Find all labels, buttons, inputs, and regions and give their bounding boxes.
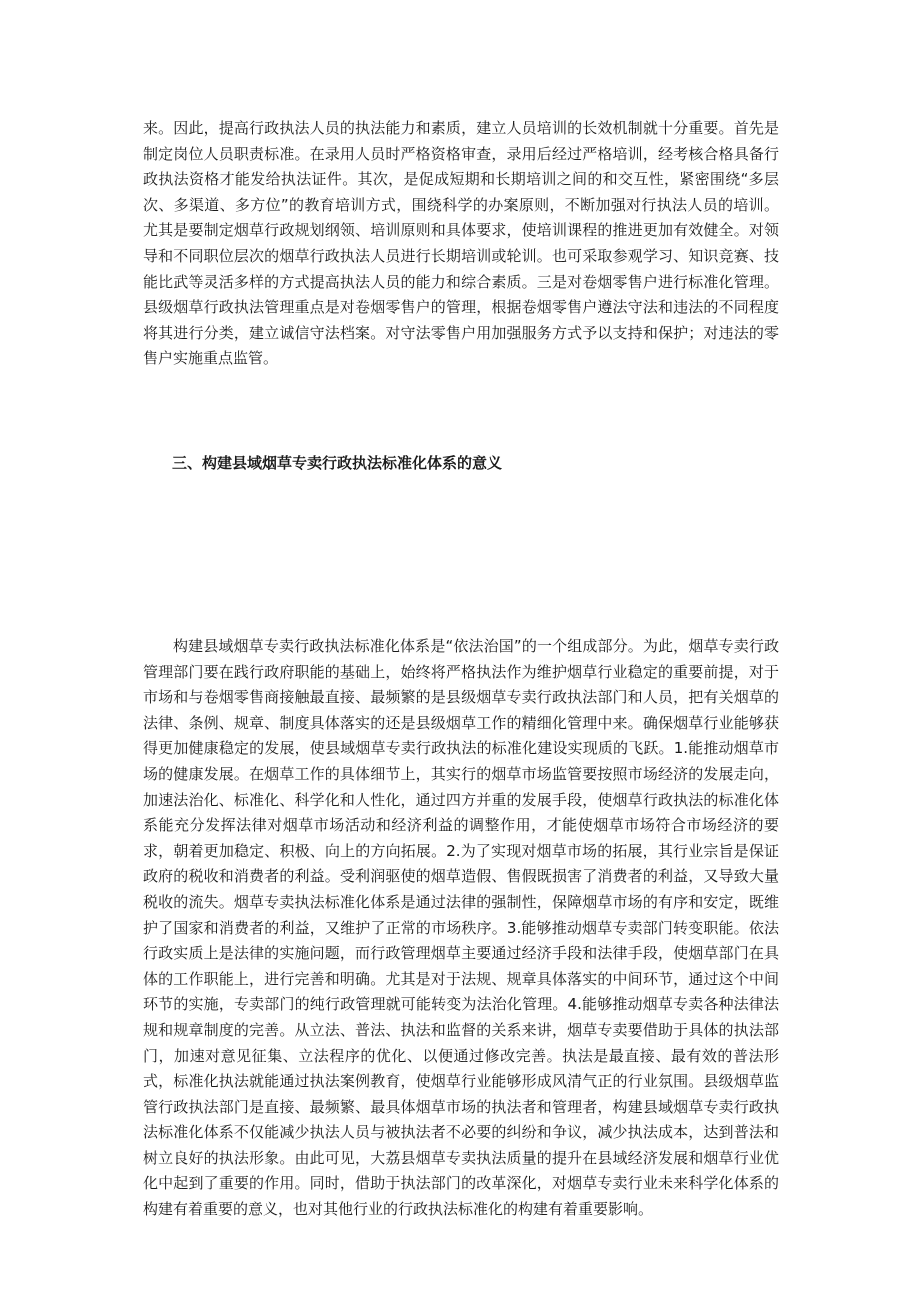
section-heading: 三、构建县域烟草专卖行政执法标准化体系的意义: [172, 454, 503, 472]
body-paragraph: 构建县域烟草专卖行政执法标准化体系是“依法治国”的一个组成部分。为此，烟草专卖行政管理部门要在践行政府职能的基础上，始终将严格执法作为维护烟草行业稳定的重要前提，对于市场和与卷烟零售商接触最直接、最频繁的是县级烟草专卖行政执法部门和人员，把有关烟草的法律、条例、规章、制度具体落实的还是县级烟草工作的精细化管理中来。确保烟草行业能够获得更加健康稳定的发展，使县域烟草专卖行政执法的标准化建设实现质的飞跃。1.能推动烟草市场的健康发展。在烟草工作的具体细节上，其实行的烟草市场监管要按照市场经济的发展走向，加速法治化、标准化、科学化和人性化，通过四方并重的发展手段，使烟草行政执法的标准化体系能充分发挥法律对烟草市场活动和经济利益的调整作用，才能使烟草市场符合市场经济的要求，朝着更加稳定、积极、向上的方向拓展。2.为了实现对烟草市场的拓展，其行业宗旨是保证政府的税收和消费者的利益。受利润驱使的烟草造假、售假既损害了消费者的利益，又导致大量税收的流失。烟草专卖执法标准化体系是通过法律的强制性，保障烟草市场的有序和安定，既维护了国家和消费者的利益，又维护了正常的市场秩序。3.能够推动烟草专卖部门转变职能。依法行政实质上是法律的实施问题，而行政管理烟草主要通过经济手段和法律手段，使烟草部门在具体的工作职能上，进行完善和明确。尤其是对于法规、规章具体落实的中间环节，通过这个中间环节的实施，专卖部门的纯行政管理就可能转变为法治化管理。4.能够推动烟草专卖各种法律法规和规章制度的完善。从立法、普法、执法和监督的关系来讲，烟草专卖要借助于具体的执法部门，加速对意见征集、立法程序的优化、以便通过修改完善。执法是最直接、最有效的普法形式，标准化执法就能通过执法案例教育，使烟草行业能够形成风清气正的行业氛围。县级烟草监管行政执法部门是直接、最频繁、最具体烟草市场的执法者和管理者，构建县域烟草专卖行政执法标准化体系不仅能减少执法人员与被执法者不必要的纠纷和争议，减少执法成本，达到普法和树立良好的执法形象。由此可见，大荔县烟草专卖执法质量的提升在县域经济发展和烟草行业优化中起到了重要的作用。同时，借助于执法部门的改革深化，对烟草专卖行业未来科学化体系的构建有着重要的意义，也对其他行业的行政执法标准化的构建有着重要影响。: [143, 637, 779, 1219]
intro-paragraph: 来。因此，提高行政执法人员的执法能力和素质，建立人员培训的长效机制就十分重要。首先是制定岗位人员职责标准。在录用人员时严格资格审查，录用后经过严格培训，经考核合格具备行政执法资格才能发给执法证件。其次，是促成短期和长期培训之间的和交互性，紧密围绕“多层次、多渠道、多方位”的教育培训方式，围绕科学的办案原则，不断加强对行执法人员的培训。尤其是要制定烟草行政规划纲领、培训原则和具体要求，使培训课程的推进更加有效健全。对领导和不同职位层次的烟草行政执法人员进行长期培训或轮训。也可采取参观学习、知识竞赛、技能比武等灵活多样的方式提高执法人员的能力和综合素质。三是对卷烟零售户进行标准化管理。县级烟草行政执法管理重点是对卷烟零售户的管理，根据卷烟零售户遵法守法和违法的不同程度将其进行分类，建立诚信守法档案。对守法零售户用加强服务方式予以支持和保护；对违法的零售户实施重点监管。: [143, 119, 779, 368]
